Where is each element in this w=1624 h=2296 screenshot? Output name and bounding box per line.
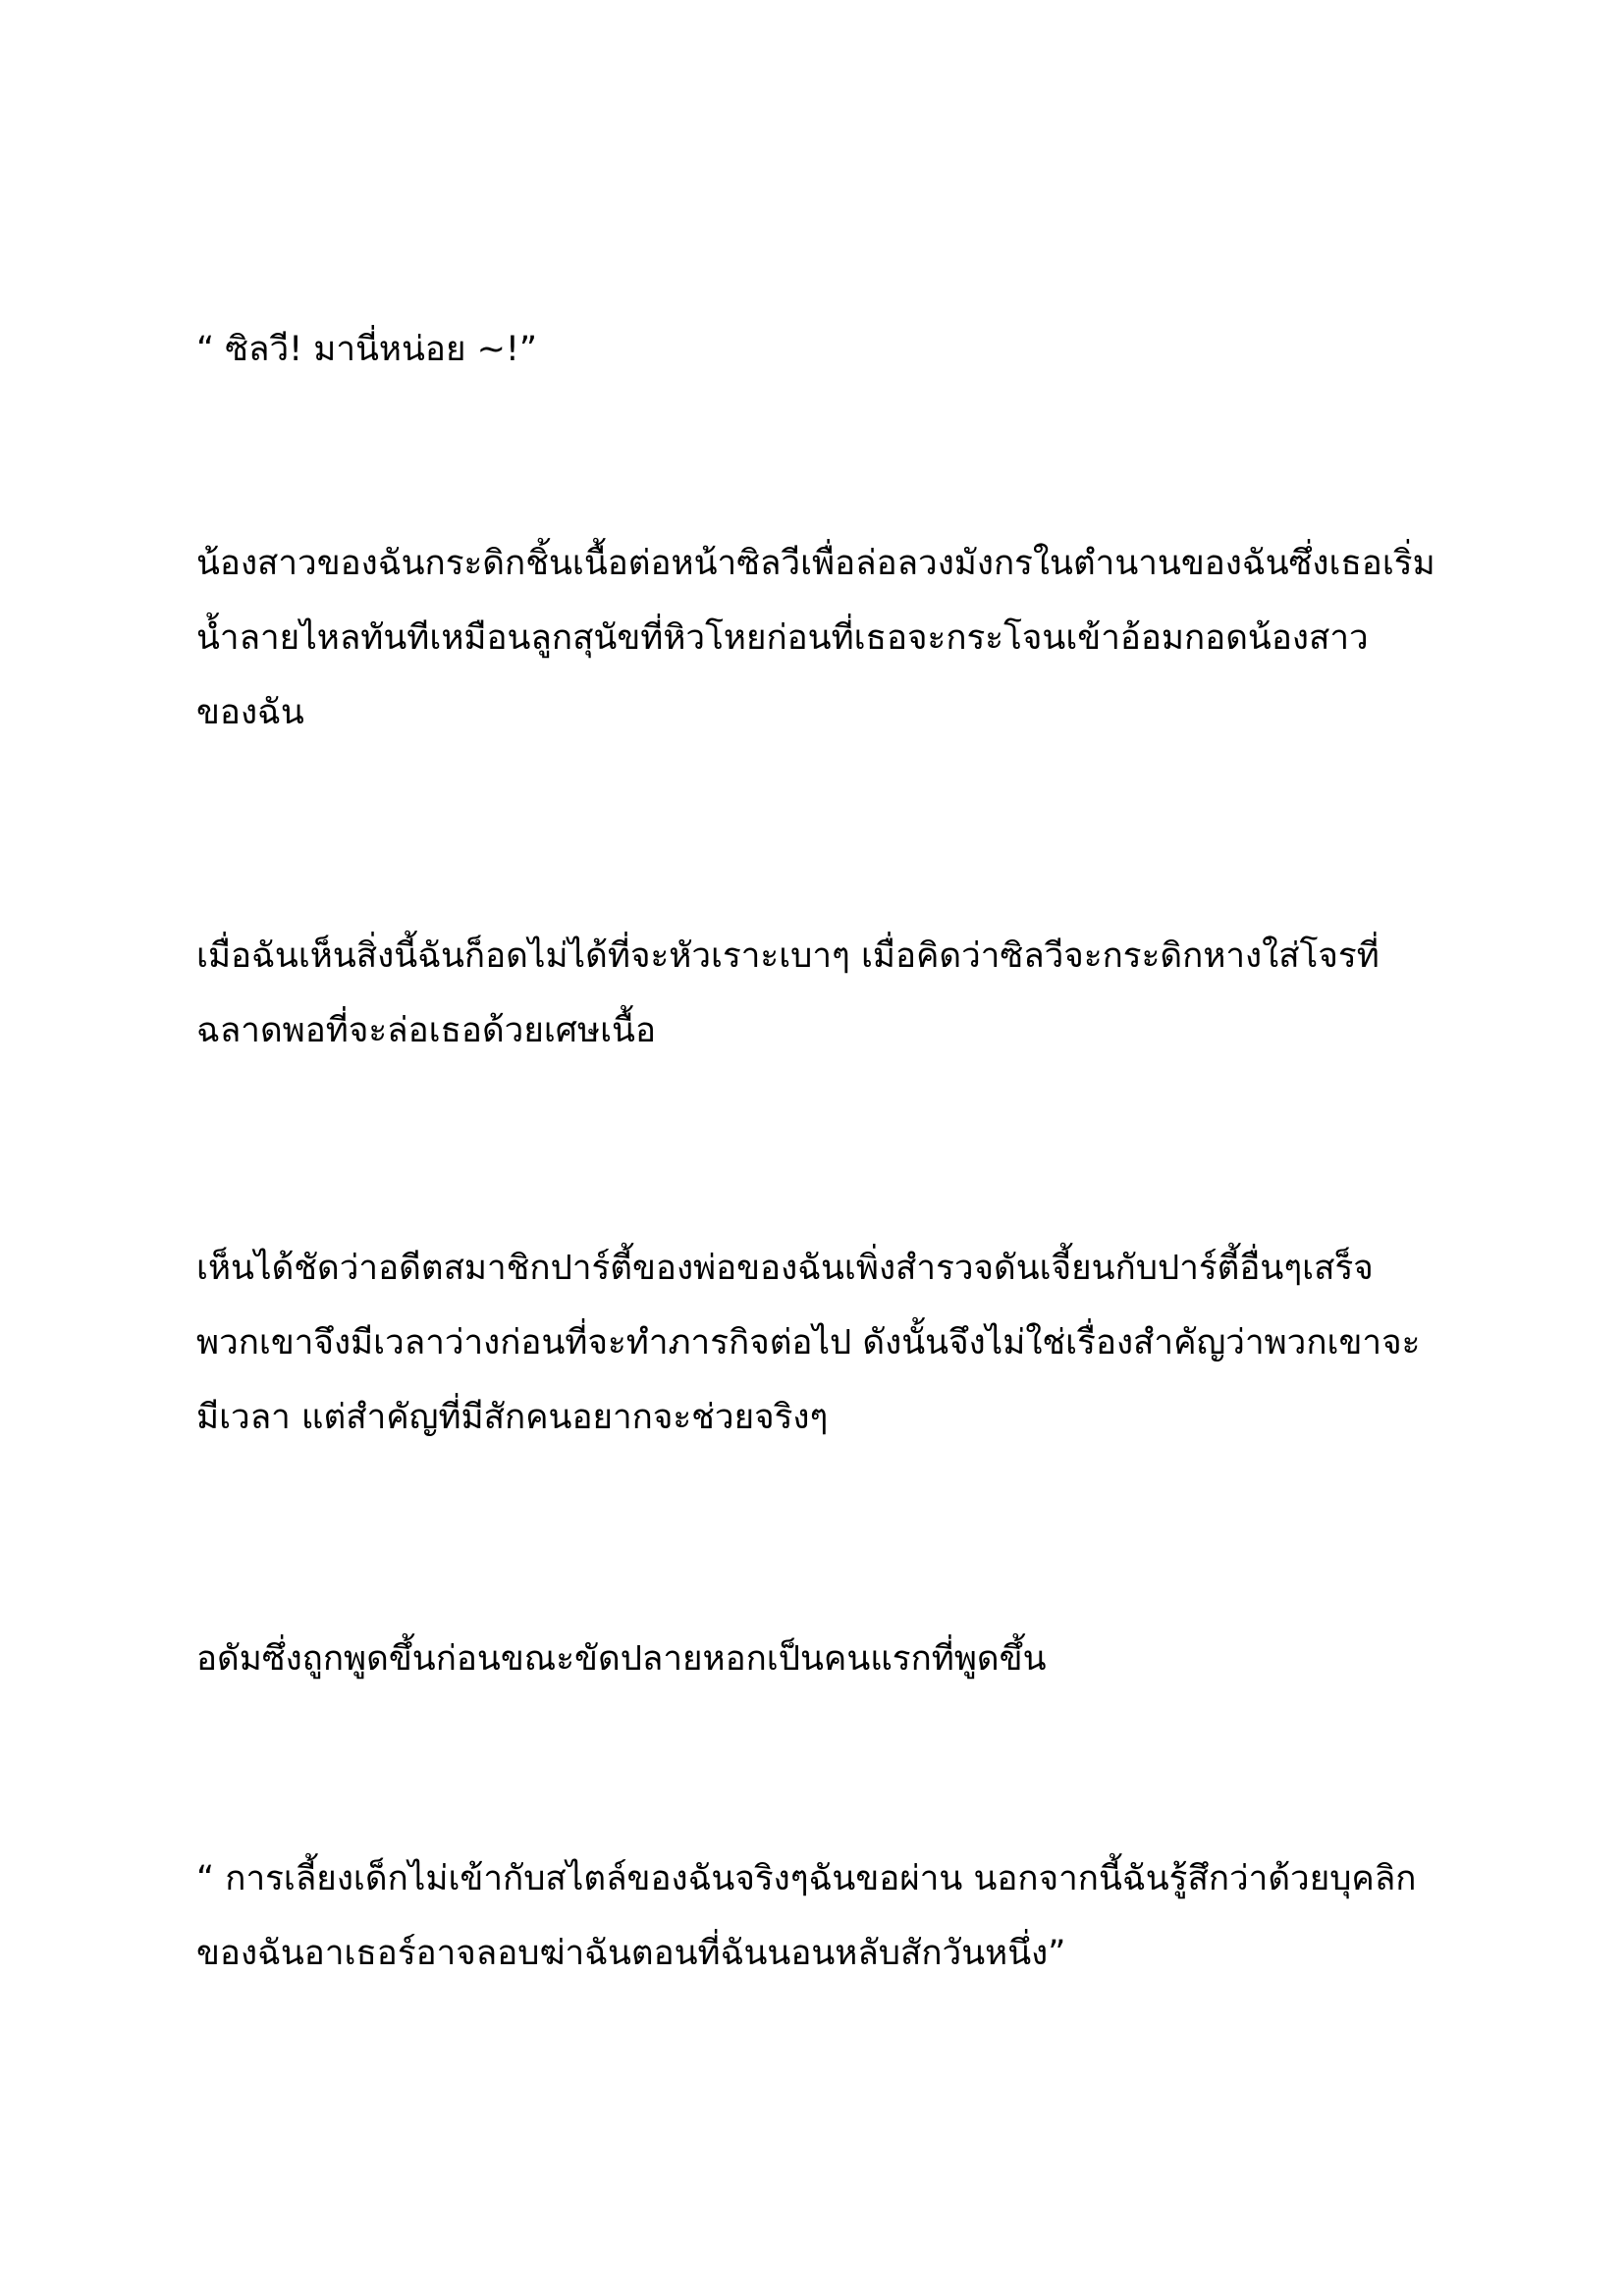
text-line: ของฉันอาเธอร์อาจลอบฆ่าฉันตอนที่ฉันนอนหลับสักวันหนึ่ง” bbox=[196, 1934, 1066, 1973]
paragraph-sister-lures-sylvie bbox=[196, 526, 1463, 750]
dialogue-sylvie-call bbox=[196, 312, 1463, 387]
text-line: “ การเลี้ยงเด็กไม่เข้ากับสไตล์ของฉันจริงๆฉันขอผ่าน นอกจากนี้ฉันรู้สึกว่าด้วยบุคลิก bbox=[196, 1859, 1417, 1898]
text-line: อดัมซึ่งถูกพูดขึ้นก่อนขณะขัดปลายหอกเป็นคนแรกที่พูดขึ้น bbox=[196, 1639, 1047, 1679]
text-line: เห็นได้ชัดว่าอดีตสมาชิกปาร์ตี้ของพ่อของฉันเพิ่งสำรวจดันเจี้ยนกับปาร์ตี้อื่นๆเสร็จ bbox=[196, 1249, 1374, 1288]
text-line: น้องสาวของฉันกระดิกชิ้นเนื้อต่อหน้าซิลวีเพื่อล่อลวงมังกรในตำนานของฉันซึ่งเธอเริ่ม bbox=[196, 544, 1435, 583]
text-line: พวกเขาจึงมีเวลาว่างก่อนที่จะทำภารกิจต่อไป ดังนั้นจึงไม่ใช่เรื่องสำคัญว่าพวกเขาจะ bbox=[196, 1323, 1421, 1362]
text-line: เมื่อฉันเห็นสิ่งนี้ฉันก็อดไม่ได้ที่จะหัวเราะเบาๆ เมื่อคิดว่าซิลวีจะกระดิกหางใส่โจรที่ bbox=[196, 936, 1380, 976]
text-line: ฉลาดพอที่จะล่อเธอด้วยเศษเนื้อ bbox=[196, 1011, 657, 1050]
paragraph-party-members bbox=[196, 1231, 1463, 1455]
text-line: มีเวลา แต่สำคัญที่มีสักคนอยากจะช่วยจริงๆ bbox=[196, 1398, 829, 1437]
paragraph-adam-speaks bbox=[196, 1622, 1463, 1696]
text-line: “ ซิลวี! มานี่หน่อย ~!” bbox=[196, 330, 538, 369]
text-line: ของฉัน bbox=[196, 693, 304, 732]
paragraph-narrator-laughs bbox=[196, 919, 1463, 1068]
dialogue-adam-declines bbox=[196, 1842, 1463, 1991]
text-line: น้ำลายไหลทันทีเหมือนลูกสุนัขที่หิวโหยก่อนที่เธอจะกระโจนเข้าอ้อมกอดน้องสาว bbox=[196, 618, 1369, 658]
